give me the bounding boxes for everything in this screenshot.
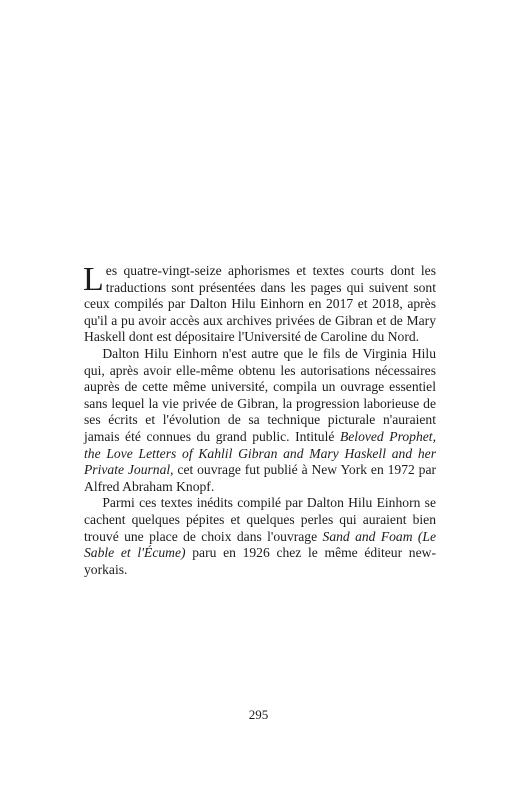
paragraph-1: [84, 263, 436, 346]
paragraph-3-book-title: Sand and Foam (Le Sable et l'Écume): [84, 528, 437, 561]
page-number: 295: [248, 707, 269, 722]
paragraph-3-text-before: Parmi ces textes inédits compilé par Dalton Hilu Einhorn se cachent quelques pépites et quelques perles qui auraient bien trouvé une place de choix dans l'ouvrage: [84, 495, 436, 544]
paragraph-3: [84, 495, 436, 578]
paragraph-2-text-after: , cet ouvrage fut publié à New York en 1972 par Alfred Abraham Knopf.: [84, 462, 437, 494]
paragraph-3-text-after: paru en 1926 chez le même éditeur new-yorkais.: [84, 545, 436, 577]
paragraph-2-text-before: Dalton Hilu Einhorn n'est autre que le fils de Virginia Hilu qui, après avoir elle-même obtenu les autorisations nécessaires auprès de cette même université, compila un ouvrage essentiel sans lequel la vie privée de Gibran, la progression laborieuse de ses écrits et l'évolution de sa technique picturale n'auraient jamais été connues du grand public. Intitulé: [84, 345, 436, 444]
drop-cap-letter: L: [83, 261, 104, 298]
body-text: [84, 263, 436, 578]
paragraph-2-book-title: Beloved Prophet, the Love Letters of Kahlil Gibran and Mary Haskell and her Private Journal: [84, 428, 436, 478]
paragraph-1-text: es quatre-vingt-seize aphorismes et textes courts dont les traductions sont présentées dans les pages qui suivent sont ceux compilés par Dalton Hilu Einhorn en 2017 et 2018, après qu'il a pu avoir accès aux archives privées de Gibran et de Mary Haskell dont est dépositaire l'Université de Caroline du Nord.: [84, 263, 436, 345]
paragraph-2: [84, 346, 436, 495]
